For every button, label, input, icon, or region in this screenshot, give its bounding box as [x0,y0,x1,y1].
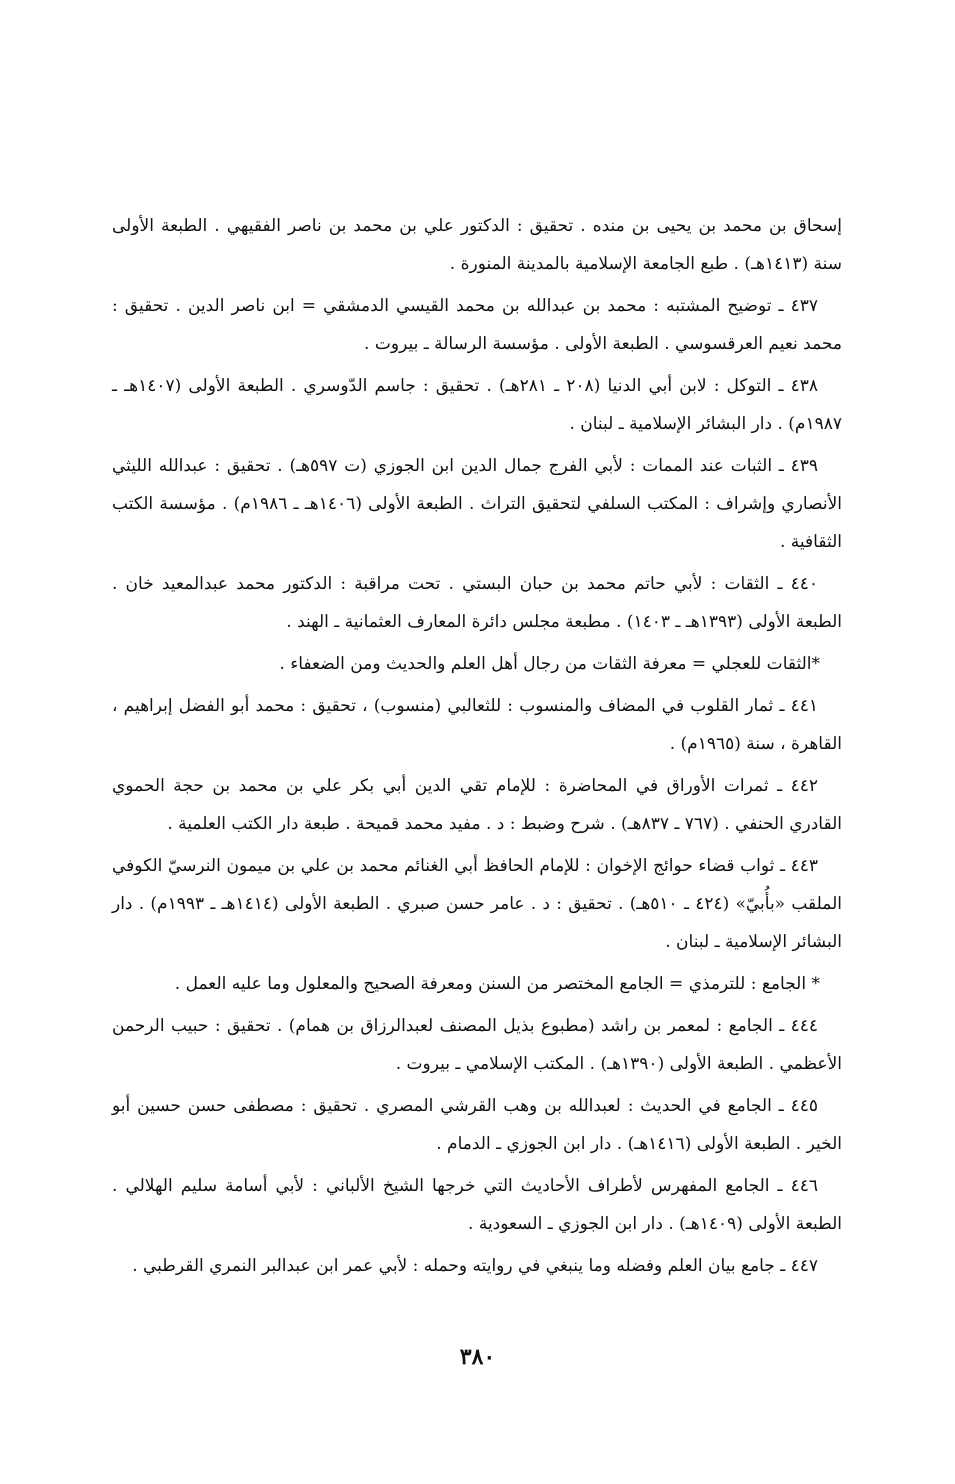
bibliography-entry-444: ٤٤٤ ـ الجامع : لمعمر بن راشد (مطبوع بذيل المصنف لعبدالرزاق بن همام) . تحقيق : حبيب الرحمن الأعظمي . الطبعة الأولى (١٣٩٠هـ) . المكتب الإسلامي ـ بيروت . [112,1016,842,1074]
bibliography-entry-447: ٤٤٧ ـ جامع بيان العلم وفضله وما ينبغي في روايته وحمله : لأبي عمر ابن عبدالبر النمري القرطبي . [132,1256,818,1276]
bibliography-entry-442: ٤٤٢ ـ ثمرات الأوراق في المحاضرة : للإمام تقي الدين أبي بكر علي بن محمد بن حجة الحموي القادري الحنفي . (٧٦٧ ـ ٨٣٧هـ) . شرح وضبط : د . مفيد محمد قميحة . طبعة دار الكتب العلمية . [112,776,842,834]
bibliography-entry-445: ٤٤٥ ـ الجامع في الحديث : لعبدالله بن وهب القرشي المصري . تحقيق : مصطفى حسن حسين أبو الخير . الطبعة الأولى (١٤١٦هـ) . دار ابن الجوزي ـ الدمام . [112,1096,842,1154]
bibliography-entry-443: ٤٤٣ ـ ثواب قضاء حوائج الإخوان : للإمام الحافظ أبي الغنائم محمد بن علي بن ميمون النرسيّ الكوفي الملقب «بأُبيّ» (٤٢٤ ـ ٥١٠هـ) . تحقيق : د . عامر حسن صبري . الطبعة الأولى (١٤١٤هـ ـ ١٩٩٣م) . دار البشائر الإسلامية ـ لبنان . [112,856,842,952]
bibliography-entry-441: ٤٤١ ـ ثمار القلوب في المضاف والمنسوب : للثعالبي (منسوب) ، تحقيق : محمد أبو الفضل إبراهيم ، القاهرة ، سنة (١٩٦٥م) . [112,696,842,754]
bibliography-entry-438: ٤٣٨ ـ التوكل : لابن أبي الدنيا (٢٠٨ ـ ٢٨١هـ) . تحقيق : جاسم الدّوسري . الطبعة الأولى (١٤٠٧هـ ـ ١٩٨٧م) . دار البشائر الإسلامية ـ لبنان . [112,376,842,434]
bibliography-text [112,207,842,1289]
cross-reference-note: *الثقات للعجلي = معرفة الثقات من رجال أهل العلم والحديث ومن الضعفاء . [279,654,820,674]
cross-reference-note: * الجامع : للترمذي = الجامع المختصر من السنن ومعرفة الصحيح والمعلول وما عليه العمل . [174,974,820,994]
bibliography-entry-446: ٤٤٦ ـ الجامع المفهرس لأطراف الأحاديث التي خرجها الشيخ الألباني : لأبي أسامة سليم الهلالي . الطبعة الأولى (١٤٠٩هـ) . دار ابن الجوزي ـ السعودية . [112,1176,842,1234]
bibliography-entry-437: ٤٣٧ ـ توضيح المشتبه : محمد بن عبدالله بن محمد القيسي الدمشقي = ابن ناصر الدين . تحقيق : محمد نعيم العرقسوسي . الطبعة الأولى . مؤسسة الرسالة ـ بيروت . [112,296,842,354]
bibliography-entry-continuation: إسحاق بن محمد بن يحيى بن منده . تحقيق : الدكتور علي بن محمد بن ناصر الفقيهي . الطبعة الأولى سنة (١٤١٣هـ) . طبع الجامعة الإسلامية بالمدينة المنورة . [112,216,842,274]
bibliography-entry-440: ٤٤٠ ـ الثقات : لأبي حاتم محمد بن حبان البستي . تحت مراقبة : الدكتور محمد عبدالمعيد خان . الطبعة الأولى (١٣٩٣هـ ـ ١٤٠٣) . مطبعة مجلس دائرة المعارف العثمانية ـ الهند . [112,574,842,632]
page-number: ٣٨٠ [459,1344,496,1370]
bibliography-entry-439: ٤٣٩ ـ الثبات عند الممات : لأبي الفرج جمال الدين ابن الجوزي (ت ٥٩٧هـ) . تحقيق : عبدالله الليثي الأنصاري وإشراف : المكتب السلفي لتحقيق التراث . الطبعة الأولى (١٤٠٦هـ ـ ١٩٨٦م) . مؤسسة الكتب الثقافية . [112,456,842,552]
